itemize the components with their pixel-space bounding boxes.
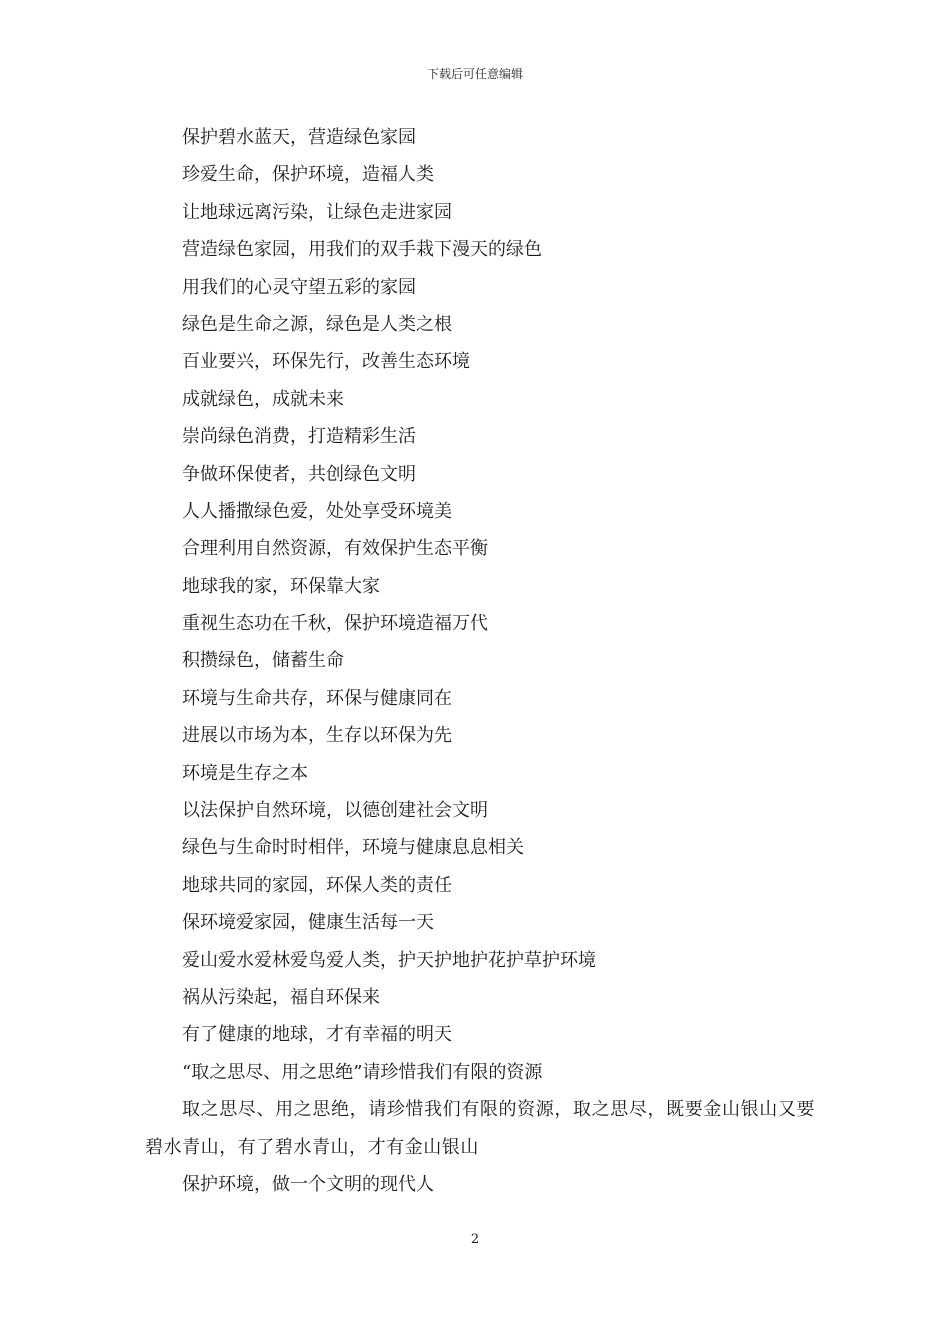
slogan-line: 争做环保使者，共创绿色文明: [182, 463, 416, 485]
slogan-line: 积攒绿色，储蓄生命: [182, 650, 344, 672]
slogan-line: 人人播撒绿色爱，处处享受环境美: [182, 500, 452, 522]
slogan-paragraph: 取之思尽、用之思绝，请珍惜我们有限的资源，取之思尽，既要金山银山又要碧水青山，有了碧水青山，才有金山银山: [145, 1099, 815, 1158]
slogan-line: 保环境爱家园，健康生活每一天: [182, 912, 434, 934]
slogan-line: 让地球远离污染，让绿色走进家园: [182, 201, 452, 223]
slogan-line: 保护环境，做一个文明的现代人: [182, 1173, 434, 1195]
slogan-line: 重视生态功在千秋，保护环境造福万代: [182, 613, 488, 635]
slogan-line: 爱山爱水爱林爱鸟爱人类，护天护地护花护草护环境: [182, 949, 596, 971]
page-header: 下载后可任意编辑: [426, 67, 523, 81]
slogan-line: 成就绿色，成就未来: [182, 388, 344, 410]
slogan-line: 合理利用自然资源，有效保护生态平衡: [182, 538, 488, 560]
slogan-line: 保护碧水蓝天，营造绿色家园: [182, 127, 416, 148]
slogan-line: 百业要兴，环保先行，改善生态环境: [182, 351, 470, 373]
slogan-line: 珍爱生命，保护环境，造福人类: [182, 164, 434, 186]
slogan-line: 环境是生存之本: [182, 762, 308, 784]
slogan-line: 进展以市场为本，生存以环保为先: [182, 725, 452, 747]
document-body: [145, 119, 815, 1203]
slogan-line: 有了健康的地球，才有幸福的明天: [182, 1024, 452, 1046]
slogan-line: 祸从污染起，福自环保来: [182, 986, 380, 1008]
slogan-line: 环境与生命共存，环保与健康同在: [182, 687, 452, 709]
slogan-line: “取之思尽、用之思绝”请珍惜我们有限的资源: [182, 1061, 543, 1083]
page-number: 2: [470, 1232, 480, 1247]
slogan-line: 崇尚绿色消费，打造精彩生活: [182, 426, 416, 448]
slogan-line: 以法保护自然环境，以德创建社会文明: [182, 800, 488, 822]
slogan-line: 营造绿色家园，用我们的双手栽下漫天的绿色: [182, 239, 542, 261]
slogan-line: 绿色是生命之源，绿色是人类之根: [182, 313, 452, 335]
slogan-line: 地球共同的家园，环保人类的责任: [182, 874, 452, 896]
slogan-line: 用我们的心灵守望五彩的家园: [182, 276, 416, 298]
slogan-line: 绿色与生命时时相伴，环境与健康息息相关: [182, 837, 524, 859]
slogan-line: 地球我的家，环保靠大家: [182, 575, 380, 597]
